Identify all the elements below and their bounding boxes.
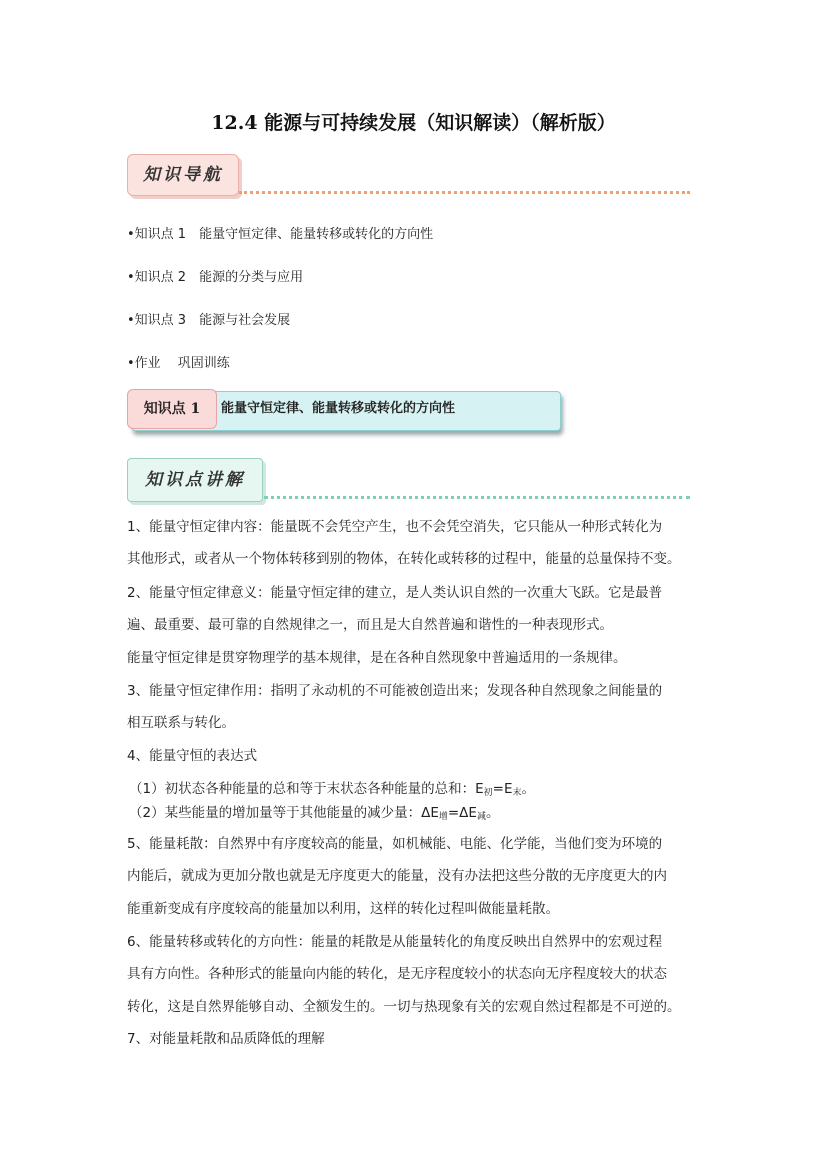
page-title: 12.4 能源与可持续发展（知识解读）（解析版） bbox=[211, 112, 616, 134]
dotted-divider bbox=[264, 496, 690, 499]
knowledge-nav-banner bbox=[127, 154, 690, 198]
body-line: 5、能量耗散：自然界中有序度较高的能量，如机械能、电能、化学能，当他们变为环境的 bbox=[127, 836, 663, 852]
toc-item: •知识点 3 能源与社会发展 bbox=[127, 313, 291, 328]
body-line: 转化，这是自然界能够自动、全额发生的。一切与热现象有关的宏观自然过程都是不可逆的。 bbox=[127, 999, 681, 1015]
formula-symbol: =ΔE bbox=[447, 805, 477, 821]
knowledge-explain-label: 知识点讲解 bbox=[127, 458, 263, 502]
toc-item: •作业 巩固训练 bbox=[127, 356, 230, 371]
body-line: 内能后，就成为更加分散也就是无序度更大的能量，没有办法把这些分散的无序度更大的内 bbox=[127, 868, 667, 884]
formula-symbol: ΔE bbox=[421, 805, 439, 821]
knowledge-explain-banner bbox=[127, 458, 690, 504]
body-line: 相互联系与转化。 bbox=[127, 715, 235, 731]
body-line: 2、能量守恒定律意义：能量守恒定律的建立，是人类认识自然的一次重大飞跃。它是最普 bbox=[127, 585, 663, 601]
formula-subscript: 减 bbox=[476, 812, 486, 822]
body-line: 能量守恒定律是贯穿物理学的基本规律，是在各种自然现象中普遍适用的一条规律。 bbox=[127, 650, 627, 666]
knowledge-point-header bbox=[127, 389, 561, 433]
knowledge-point-title: 能量守恒定律、能量转移或转化的方向性 bbox=[221, 401, 456, 416]
toc-item: •知识点 2 能源的分类与应用 bbox=[127, 270, 304, 285]
body-line: 能重新变成有序度较高的能量加以利用，这样的转化过程叫做能量耗散。 bbox=[127, 901, 559, 917]
formula-text: （2）某些能量的增加量等于其他能量的减少量： bbox=[129, 805, 422, 821]
formula-symbol: E bbox=[475, 781, 484, 797]
dotted-divider bbox=[239, 191, 690, 194]
body-line: 7、对能量耗散和品质降低的理解 bbox=[127, 1031, 325, 1047]
formula-line bbox=[129, 803, 707, 827]
body-line: 4、能量守恒的表达式 bbox=[127, 748, 258, 764]
formula-symbol: =E bbox=[492, 781, 513, 797]
formula-subscript: 末 bbox=[512, 788, 522, 798]
body-line: 3、能量守恒定律作用：指明了永动机的不可能被创造出来；发现各种自然现象之间能量的 bbox=[127, 683, 663, 699]
formula-end: 。 bbox=[485, 805, 500, 821]
body-line: 6、能量转移或转化的方向性：能量的耗散是从能量转化的角度反映出自然界中的宏观过程 bbox=[127, 934, 663, 950]
formula-end: 。 bbox=[521, 781, 535, 797]
body-line: 其他形式，或者从一个物体转移到别的物体，在转化或转移的过程中，能量的总量保持不变。 bbox=[127, 551, 681, 567]
body-line: 1、能量守恒定律内容：能量既不会凭空产生，也不会凭空消失，它只能从一种形式转化为 bbox=[127, 519, 663, 535]
formula-line bbox=[129, 779, 707, 803]
knowledge-point-tag: 知识点 1 bbox=[127, 389, 217, 429]
knowledge-nav-label: 知识导航 bbox=[127, 154, 239, 196]
formula-subscript: 初 bbox=[483, 788, 493, 798]
formula-text: （1）初状态各种能量的总和等于末状态各种能量的总和： bbox=[129, 781, 476, 797]
toc-item: •知识点 1 能量守恒定律、能量转移或转化的方向性 bbox=[127, 227, 434, 242]
formula-subscript: 增 bbox=[438, 812, 448, 822]
body-line: 遍、最重要、最可靠的自然规律之一，而且是大自然普遍和谐性的一种表现形式。 bbox=[127, 617, 613, 633]
body-line: 具有方向性。各种形式的能量向内能的转化，是无序程度较小的状态向无序程度较大的状态 bbox=[127, 966, 667, 982]
